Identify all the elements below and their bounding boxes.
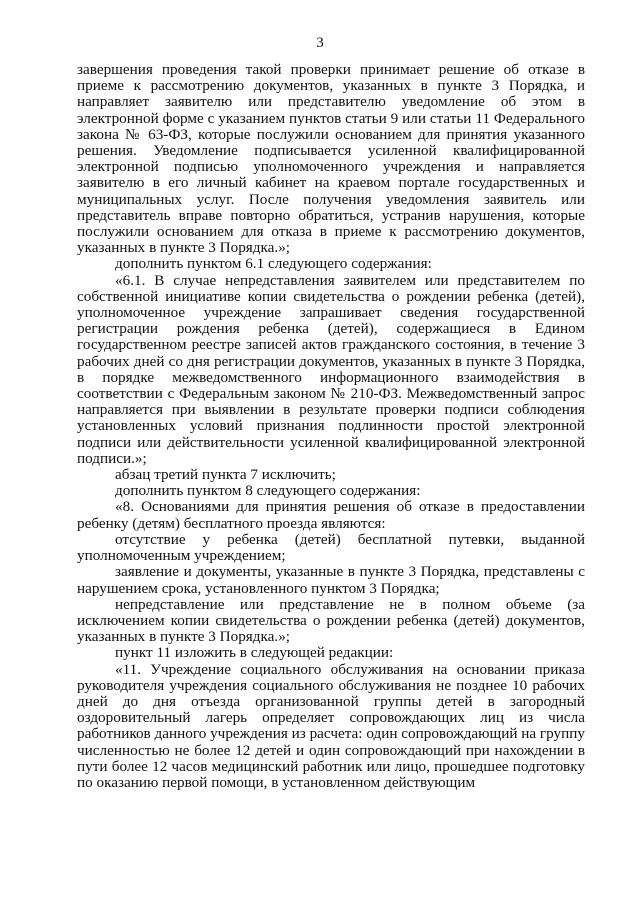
paragraph-clause-8: «8. Основаниями для принятия решения об отказе в предоставлении ребенку (детям) бесплатного проезда являются: [77, 498, 585, 532]
paragraph-ground-no-voucher: отсутствие у ребенка (детей) бесплатной путевки, выданной уполномоченным учреждением; [77, 530, 585, 565]
paragraph-clause-6-1: «6.1. В случае непредставления заявителем или представителем по собственной инициативе копии свидетельства о рождении ребенка (детей), уполномоченное учреждение запрашивает сведения государственной регистрации рождения ребенка (детей), содержащиеся в Едином государственном реестре записей актов гражданского состояния, в течение 3 рабочих дней со дня регистрации документов, указанных в пункте 3 Порядка, в порядке межведомственного информационного взаимодействия в соответствии с Федеральным законом № 210-ФЗ. Межведомственный запрос направляется при выявлении в результате проверки подписи соблюдения установленных условий признания подлинности простой электронной подписи или действительности усиленной квалифицированной электронной подписи.»; [77, 271, 585, 467]
paragraph-clause-11: «11. Учреждение социального обслуживания на основании приказа руководителя учреждения социального обслуживания не позднее 10 рабочих дней до дня отъезда организованной группы детей в загородный оздоровительный лагерь определяет сопровождающих лиц из числа работников данного учреждения из расчета: один сопровождающий на группу численностью не более 12 детей и один сопровождающий при нахождении в пути более 12 часов медицинский работник или лицо, прошедшее подготовку по оказанию первой помощи, в установленном действующим [77, 660, 585, 791]
paragraph-amend-clause-11: пункт 11 изложить в следующей редакции: [115, 644, 394, 662]
paragraph-ground-incomplete-documents: непредставление или представление не в полном объеме (за исключением копии свидетельства о рождении ребенка (детей) документов, указанных в пункте 3 Порядка.»; [77, 595, 585, 646]
paragraph-rejection-notice: завершения проведения такой проверки принимает решение об отказе в приеме к рассмотрению документов, указанных в пункте 3 Порядка, и направляет заявителю или представителю уведомление об этом в электронной форме с указанием пунктов статьи 9 или статьи 11 Федерального закона № 63-ФЗ, которые послужили основанием для принятия указанного решения. Уведомление подписывается усиленной квалифицированной электронной подписью уполномоченного учреждения и направляется заявителю в его личный кабинет на краевом портале государственных и муниципальных услуг. После получения уведомления заявитель или представитель вправе повторно обратиться, устранив нарушения, которые послужили основанием для отказа в приеме к рассмотрению документов, указанных в пункте 3 Порядка.»; [77, 61, 585, 257]
paragraph-exclude-clause-7: абзац третий пункта 7 исключить; [115, 466, 336, 484]
paragraph-add-clause-6-1: дополнить пунктом 6.1 следующего содержания: [115, 255, 432, 273]
page-number: 3 [316, 35, 324, 51]
paragraph-ground-late-submission: заявление и документы, указанные в пункте 3 Порядка, представлены с нарушением срока, установленного пунктом 3 Порядка; [77, 563, 585, 597]
document-body [77, 62, 585, 791]
paragraph-add-clause-8: дополнить пунктом 8 следующего содержания: [115, 482, 421, 500]
